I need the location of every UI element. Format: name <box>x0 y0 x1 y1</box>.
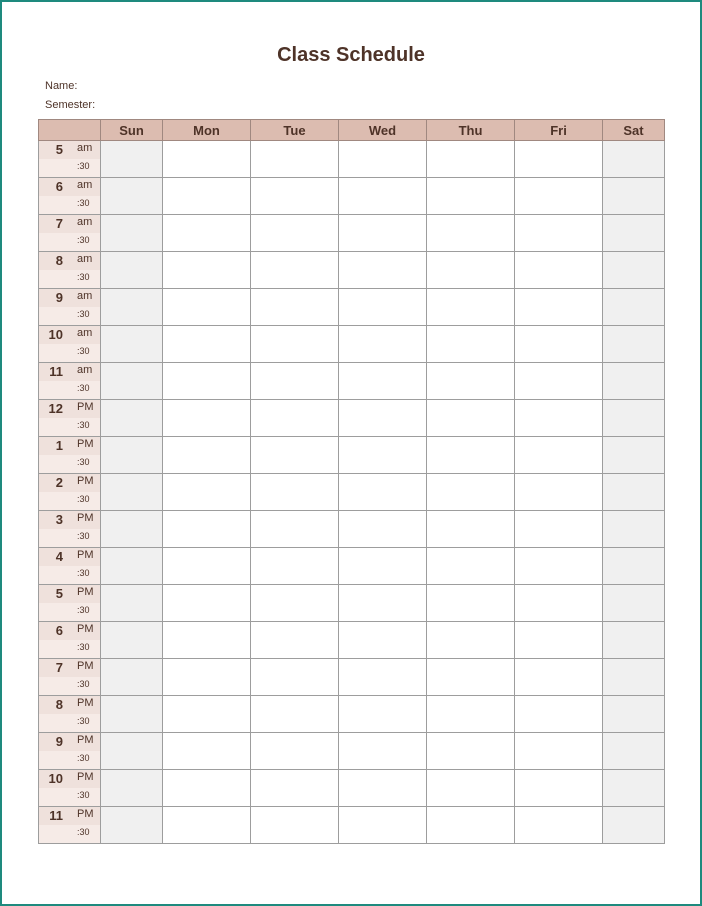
half-hour-label: :30 <box>77 531 90 541</box>
hour-label: 3 <box>55 512 63 527</box>
schedule-cell[interactable] <box>163 363 251 400</box>
schedule-cell[interactable] <box>163 585 251 622</box>
schedule-cell[interactable] <box>101 770 163 807</box>
schedule-cell[interactable] <box>101 289 163 326</box>
time-row <box>39 437 665 474</box>
day-header: Thu <box>427 120 515 141</box>
schedule-cell[interactable] <box>603 400 665 437</box>
schedule-cell[interactable] <box>251 474 339 511</box>
half-hour-label: :30 <box>77 494 90 504</box>
schedule-cell[interactable] <box>603 548 665 585</box>
schedule-cell[interactable] <box>603 733 665 770</box>
schedule-cell[interactable] <box>101 141 163 178</box>
schedule-cell[interactable] <box>515 289 603 326</box>
schedule-cell[interactable] <box>101 548 163 585</box>
schedule-cell[interactable] <box>101 511 163 548</box>
time-row <box>39 770 665 807</box>
schedule-cell[interactable] <box>427 363 515 400</box>
schedule-cell[interactable] <box>427 326 515 363</box>
time-cell <box>39 548 101 585</box>
schedule-cell[interactable] <box>339 141 427 178</box>
schedule-cell[interactable] <box>101 696 163 733</box>
time-row <box>39 511 665 548</box>
time-label-block <box>39 437 100 473</box>
schedule-cell[interactable] <box>515 141 603 178</box>
schedule-cell[interactable] <box>339 252 427 289</box>
half-hour-label: :30 <box>77 309 90 319</box>
time-label-block <box>39 178 100 214</box>
schedule-cell[interactable] <box>163 807 251 844</box>
schedule-cell[interactable] <box>603 807 665 844</box>
time-cell <box>39 659 101 696</box>
schedule-cell[interactable] <box>515 215 603 252</box>
half-hour-band <box>39 270 100 288</box>
schedule-cell[interactable] <box>515 622 603 659</box>
schedule-cell[interactable] <box>603 659 665 696</box>
schedule-cell[interactable] <box>427 511 515 548</box>
schedule-cell[interactable] <box>515 770 603 807</box>
hour-label: 9 <box>55 734 63 749</box>
schedule-cell[interactable] <box>603 252 665 289</box>
schedule-cell[interactable] <box>101 733 163 770</box>
time-row <box>39 400 665 437</box>
schedule-cell[interactable] <box>603 326 665 363</box>
schedule-cell[interactable] <box>603 770 665 807</box>
hour-label: 5 <box>55 586 63 601</box>
schedule-cell[interactable] <box>163 437 251 474</box>
schedule-cell[interactable] <box>163 400 251 437</box>
half-hour-label: :30 <box>77 568 90 578</box>
schedule-cell[interactable] <box>339 548 427 585</box>
schedule-cell[interactable] <box>427 622 515 659</box>
hour-label: 11 <box>49 808 63 823</box>
half-hour-label: :30 <box>77 272 90 282</box>
schedule-table <box>38 119 665 844</box>
day-header-row <box>39 120 665 141</box>
half-hour-label: :30 <box>77 457 90 467</box>
schedule-cell[interactable] <box>515 511 603 548</box>
day-header: Sat <box>603 120 665 141</box>
schedule-cell[interactable] <box>515 659 603 696</box>
schedule-cell[interactable] <box>339 289 427 326</box>
time-cell <box>39 474 101 511</box>
time-label-block <box>39 326 100 362</box>
schedule-cell[interactable] <box>339 474 427 511</box>
time-cell <box>39 807 101 844</box>
period-label: PM <box>77 586 94 598</box>
hour-label: 4 <box>55 549 63 564</box>
schedule-cell[interactable] <box>163 474 251 511</box>
time-cell <box>39 585 101 622</box>
time-cell <box>39 178 101 215</box>
time-row <box>39 141 665 178</box>
time-label-block <box>39 252 100 288</box>
half-hour-band <box>39 640 100 658</box>
time-label-block <box>39 548 100 584</box>
schedule-cell[interactable] <box>251 696 339 733</box>
time-cell <box>39 622 101 659</box>
time-row <box>39 215 665 252</box>
schedule-cell[interactable] <box>427 548 515 585</box>
half-hour-label: :30 <box>77 753 90 763</box>
schedule-cell[interactable] <box>427 289 515 326</box>
time-cell <box>39 363 101 400</box>
schedule-cell[interactable] <box>515 437 603 474</box>
time-cell <box>39 252 101 289</box>
time-cell <box>39 215 101 252</box>
schedule-cell[interactable] <box>515 733 603 770</box>
schedule-cell[interactable] <box>515 400 603 437</box>
time-label-block <box>39 289 100 325</box>
schedule-cell[interactable] <box>427 585 515 622</box>
time-cell <box>39 289 101 326</box>
period-label: PM <box>77 475 94 487</box>
schedule-cell[interactable] <box>251 733 339 770</box>
schedule-cell[interactable] <box>163 178 251 215</box>
time-cell <box>39 437 101 474</box>
schedule-cell[interactable] <box>251 548 339 585</box>
hour-label: 5 <box>55 142 63 157</box>
schedule-cell[interactable] <box>163 770 251 807</box>
time-label-block <box>39 363 100 399</box>
time-cell <box>39 733 101 770</box>
schedule-cell[interactable] <box>101 585 163 622</box>
hour-label: 12 <box>48 401 63 416</box>
schedule-cell[interactable] <box>339 437 427 474</box>
hour-label: 10 <box>48 327 63 342</box>
half-hour-label: :30 <box>77 716 90 726</box>
hour-label: 7 <box>55 216 63 231</box>
period-label: am <box>77 290 93 302</box>
hour-label: 8 <box>55 697 63 712</box>
schedule-cell[interactable] <box>603 289 665 326</box>
hour-label: 7 <box>55 660 63 675</box>
schedule-cell[interactable] <box>163 696 251 733</box>
time-column-header <box>39 120 101 141</box>
schedule-cell[interactable] <box>603 215 665 252</box>
half-hour-label: :30 <box>77 827 90 837</box>
schedule-cell[interactable] <box>163 326 251 363</box>
schedule-cell[interactable] <box>251 400 339 437</box>
hour-label: 11 <box>49 364 63 379</box>
half-hour-label: :30 <box>77 679 90 689</box>
time-label-block <box>39 585 100 621</box>
time-row <box>39 807 665 844</box>
schedule-cell[interactable] <box>251 141 339 178</box>
schedule-cell[interactable] <box>339 770 427 807</box>
schedule-cell[interactable] <box>251 807 339 844</box>
schedule-cell[interactable] <box>101 363 163 400</box>
period-label: am <box>77 327 93 339</box>
schedule-cell[interactable] <box>251 770 339 807</box>
hour-label: 2 <box>55 475 63 490</box>
time-label-block <box>39 474 100 510</box>
period-label: am <box>77 253 93 265</box>
half-hour-band <box>39 196 100 214</box>
schedule-cell[interactable] <box>339 807 427 844</box>
half-hour-label: :30 <box>77 346 90 356</box>
period-label: PM <box>77 808 94 820</box>
schedule-cell[interactable] <box>163 141 251 178</box>
schedule-cell[interactable] <box>251 252 339 289</box>
schedule-cell[interactable] <box>251 437 339 474</box>
schedule-cell[interactable] <box>427 215 515 252</box>
time-row <box>39 548 665 585</box>
half-hour-band <box>39 677 100 695</box>
time-row <box>39 585 665 622</box>
half-hour-band <box>39 788 100 806</box>
schedule-cell[interactable] <box>101 659 163 696</box>
half-hour-band <box>39 529 100 547</box>
schedule-cell[interactable] <box>427 696 515 733</box>
schedule-cell[interactable] <box>339 622 427 659</box>
time-cell <box>39 326 101 363</box>
period-label: PM <box>77 438 94 450</box>
schedule-cell[interactable] <box>163 733 251 770</box>
half-hour-band <box>39 307 100 325</box>
schedule-cell[interactable] <box>603 511 665 548</box>
period-label: PM <box>77 734 94 746</box>
half-hour-label: :30 <box>77 235 90 245</box>
time-row <box>39 363 665 400</box>
schedule-cell[interactable] <box>339 215 427 252</box>
hour-label: 1 <box>55 438 63 453</box>
schedule-cell[interactable] <box>603 622 665 659</box>
schedule-cell[interactable] <box>163 511 251 548</box>
half-hour-band <box>39 492 100 510</box>
day-header: Tue <box>251 120 339 141</box>
schedule-cell[interactable] <box>101 326 163 363</box>
half-hour-band <box>39 603 100 621</box>
half-hour-band <box>39 825 100 843</box>
schedule-cell[interactable] <box>427 141 515 178</box>
half-hour-band <box>39 751 100 769</box>
name-label: Name: <box>45 80 78 92</box>
hour-label: 6 <box>55 179 63 194</box>
time-cell <box>39 141 101 178</box>
schedule-cell[interactable] <box>101 622 163 659</box>
time-cell <box>39 511 101 548</box>
schedule-cell[interactable] <box>515 363 603 400</box>
time-label-block <box>39 215 100 251</box>
schedule-cell[interactable] <box>101 178 163 215</box>
half-hour-label: :30 <box>77 383 90 393</box>
period-label: am <box>77 142 93 154</box>
page-title: Class Schedule <box>277 44 425 66</box>
time-row <box>39 622 665 659</box>
schedule-cell[interactable] <box>427 400 515 437</box>
time-label-block <box>39 770 100 806</box>
schedule-cell[interactable] <box>515 807 603 844</box>
half-hour-band <box>39 233 100 251</box>
schedule-cell[interactable] <box>515 548 603 585</box>
time-label-block <box>39 807 100 843</box>
time-label-block <box>39 511 100 547</box>
schedule-cell[interactable] <box>603 363 665 400</box>
schedule-cell[interactable] <box>101 437 163 474</box>
schedule-cell[interactable] <box>339 733 427 770</box>
schedule-cell[interactable] <box>339 696 427 733</box>
time-label-block <box>39 696 100 732</box>
schedule-cell[interactable] <box>251 511 339 548</box>
time-row <box>39 696 665 733</box>
half-hour-label: :30 <box>77 420 90 430</box>
period-label: PM <box>77 549 94 561</box>
half-hour-band <box>39 566 100 584</box>
schedule-cell[interactable] <box>427 659 515 696</box>
period-label: PM <box>77 512 94 524</box>
schedule-cell[interactable] <box>251 659 339 696</box>
schedule-cell[interactable] <box>101 807 163 844</box>
schedule-cell[interactable] <box>603 141 665 178</box>
schedule-cell[interactable] <box>603 178 665 215</box>
schedule-cell[interactable] <box>515 252 603 289</box>
schedule-cell[interactable] <box>339 585 427 622</box>
schedule-cell[interactable] <box>251 585 339 622</box>
schedule-cell[interactable] <box>515 585 603 622</box>
time-row <box>39 659 665 696</box>
period-label: PM <box>77 771 94 783</box>
schedule-cell[interactable] <box>163 252 251 289</box>
schedule-cell[interactable] <box>101 474 163 511</box>
schedule-cell[interactable] <box>515 474 603 511</box>
time-label-block <box>39 141 100 177</box>
schedule-cell[interactable] <box>251 178 339 215</box>
schedule-cell[interactable] <box>339 326 427 363</box>
schedule-cell[interactable] <box>339 511 427 548</box>
schedule-cell[interactable] <box>101 400 163 437</box>
time-row <box>39 733 665 770</box>
schedule-cell[interactable] <box>339 400 427 437</box>
time-row <box>39 178 665 215</box>
hour-label: 6 <box>55 623 63 638</box>
time-cell <box>39 400 101 437</box>
schedule-cell[interactable] <box>603 696 665 733</box>
period-label: PM <box>77 697 94 709</box>
half-hour-band <box>39 381 100 399</box>
schedule-cell[interactable] <box>427 474 515 511</box>
schedule-cell[interactable] <box>427 807 515 844</box>
schedule-cell[interactable] <box>603 437 665 474</box>
schedule-cell[interactable] <box>163 659 251 696</box>
time-row <box>39 252 665 289</box>
time-label-block <box>39 659 100 695</box>
period-label: PM <box>77 660 94 672</box>
schedule-cell[interactable] <box>603 585 665 622</box>
hour-label: 8 <box>55 253 63 268</box>
schedule-cell[interactable] <box>163 622 251 659</box>
half-hour-label: :30 <box>77 161 90 171</box>
schedule-cell[interactable] <box>427 733 515 770</box>
time-row <box>39 326 665 363</box>
schedule-cell[interactable] <box>101 215 163 252</box>
day-header: Fri <box>515 120 603 141</box>
schedule-cell[interactable] <box>515 178 603 215</box>
time-label-block <box>39 400 100 436</box>
time-cell <box>39 770 101 807</box>
schedule-cell[interactable] <box>251 326 339 363</box>
half-hour-label: :30 <box>77 198 90 208</box>
schedule-cell[interactable] <box>339 363 427 400</box>
schedule-cell[interactable] <box>427 252 515 289</box>
half-hour-label: :30 <box>77 790 90 800</box>
period-label: am <box>77 216 93 228</box>
period-label: PM <box>77 401 94 413</box>
schedule-cell[interactable] <box>251 289 339 326</box>
half-hour-band <box>39 159 100 177</box>
schedule-cell[interactable] <box>163 289 251 326</box>
schedule-cell[interactable] <box>427 770 515 807</box>
half-hour-label: :30 <box>77 605 90 615</box>
time-row <box>39 474 665 511</box>
half-hour-band <box>39 344 100 362</box>
schedule-cell[interactable] <box>251 215 339 252</box>
schedule-cell[interactable] <box>427 437 515 474</box>
day-header: Mon <box>163 120 251 141</box>
half-hour-band <box>39 455 100 473</box>
schedule-cell[interactable] <box>515 326 603 363</box>
schedule-cell[interactable] <box>515 696 603 733</box>
schedule-cell[interactable] <box>101 252 163 289</box>
day-header: Sun <box>101 120 163 141</box>
half-hour-label: :30 <box>77 642 90 652</box>
schedule-cell[interactable] <box>163 215 251 252</box>
half-hour-band <box>39 418 100 436</box>
schedule-cell[interactable] <box>339 659 427 696</box>
time-label-block <box>39 733 100 769</box>
period-label: PM <box>77 623 94 635</box>
time-label-block <box>39 622 100 658</box>
period-label: am <box>77 364 93 376</box>
period-label: am <box>77 179 93 191</box>
time-row <box>39 289 665 326</box>
schedule-cell[interactable] <box>603 474 665 511</box>
schedule-cell[interactable] <box>251 622 339 659</box>
schedule-cell[interactable] <box>163 548 251 585</box>
day-header: Wed <box>339 120 427 141</box>
schedule-cell[interactable] <box>339 178 427 215</box>
time-cell <box>39 696 101 733</box>
schedule-cell[interactable] <box>251 363 339 400</box>
semester-label: Semester: <box>45 99 96 111</box>
hour-label: 10 <box>48 771 63 786</box>
half-hour-band <box>39 714 100 732</box>
schedule-cell[interactable] <box>427 178 515 215</box>
hour-label: 9 <box>55 290 63 305</box>
